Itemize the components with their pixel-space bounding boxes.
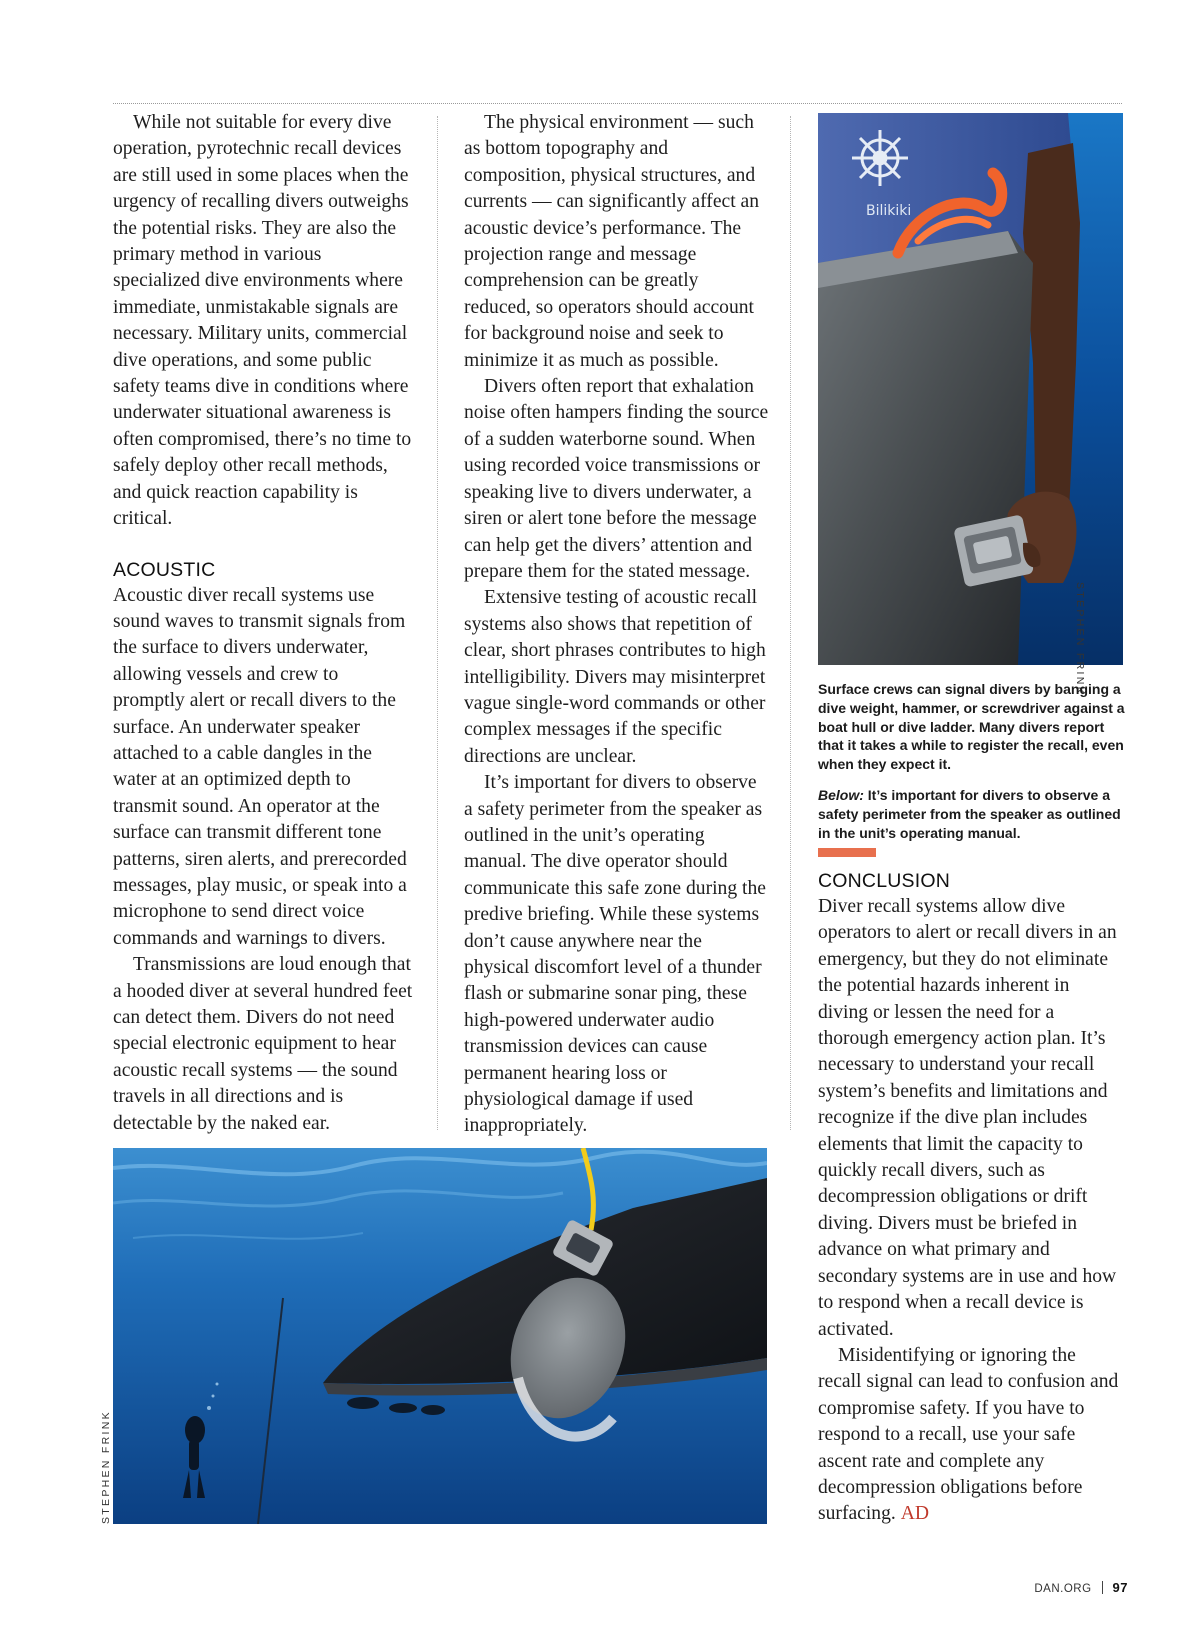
article-column-1	[113, 110, 413, 1137]
conclusion-paragraph-2	[818, 1343, 1123, 1528]
section-heading-conclusion: CONCLUSION	[818, 870, 951, 892]
shirt-logo-text: Bilikiki	[866, 203, 912, 219]
testing-paragraph: Extensive testing of acoustic recall systems also shows that repetition of clear, short phrases contributes to high intelligibility. Divers may misinterpret vague single-word commands or other complex messages if the specific directions are unclear.	[464, 587, 766, 767]
article-column-2	[464, 110, 770, 1140]
article-column-3	[818, 868, 1123, 1528]
exhalation-paragraph: Divers often report that exhalation noise often hampers finding the source of a sudden waterborne sound. When using recorded voice transmissions or speaking live to divers underwater, a siren or alert tone before the message can help get the divers’ attention and prepare them for the stated message.	[464, 376, 769, 582]
acoustic-paragraph-2: Transmissions are loud enough that a hooded diver at several hundred feet can detect them. Divers do not need special electronic equipment to hear acoustic recall systems — the sound travels in all directions and is detectable by the naked ear.	[113, 954, 413, 1134]
page-footer	[1034, 1580, 1128, 1595]
photo-credit-top-right: STEPHEN FRINK	[1074, 582, 1086, 696]
perimeter-paragraph: It’s important for divers to observe a safety perimeter from the speaker as outlined in the unit’s operating manual. The dive operator should communicate this safe zone during the predive briefing. While these systems don’t cause anywhere near the physical discomfort level of a thunder flash or submarine sonar ping, these high-powered underwater audio transmission devices can cause permanent hearing loss or physiological damage if used inappropriately.	[464, 772, 766, 1137]
column-divider-1	[437, 116, 438, 1130]
photo-credit-bottom-left: STEPHEN FRINK	[100, 1410, 112, 1524]
end-mark: AD	[900, 1503, 930, 1525]
intro-paragraph: While not suitable for every dive operation, pyrotechnic recall devices are still used in some places when the urgency of recalling divers outweighs the potential risks. They are also the primary method in various specialized dive environments where immediate, unmistakable signals are necessary. Military units, commercial dive operations, and some public safety teams dive in conditions where underwater situational awareness is often compromised, there’s no time to safely deploy other recall methods, and quick reaction capability is critical.	[113, 112, 412, 530]
conclusion-paragraph-1: Diver recall systems allow dive operators to alert or recall divers in an emergency, but they do not eliminate the potential hazards inherent in diving or lessen the need for a thorough emergency action plan. It’s necessary to understand your recall system’s benefits and limitations and recognize if the dive plan includes elements that limit the capacity to quickly recall divers, such as decompression obligations or drift diving. Divers must be briefed in advance on what primary and secondary systems are in use and how to respond when a recall device is activated.	[818, 896, 1117, 1340]
caption-main-text: Surface crews can signal divers by banging a dive weight, hammer, or screwdriver against a boat hull or dive ladder. Many divers report that it takes a while to register the recall, even when they expect it.	[818, 681, 1125, 773]
photo-underwater-speaker	[113, 1148, 767, 1524]
footer-site: DAN.ORG	[1034, 1583, 1092, 1595]
caption-below-text: It’s important for divers to observe a safety perimeter from the speaker as outlined in the unit’s operating manual.	[818, 787, 1121, 841]
photo-caption-below	[818, 786, 1128, 842]
environment-paragraph: The physical environment — such as bottom topography and composition, physical structures, and currents — can significantly affect an acoustic device’s performance. The projection range and message comprehension can be greatly reduced, so operators should account for background noise and seek to minimize it as much as possible.	[464, 112, 760, 371]
photo-caption-main	[818, 680, 1128, 774]
caption-below-label: Below:	[818, 787, 864, 803]
column-divider-2	[790, 116, 791, 1130]
footer-separator	[1102, 1581, 1103, 1594]
page-number: 97	[1112, 1580, 1128, 1595]
conclusion-paragraph-2-text: Misidentifying or ignoring the recall signal can lead to confusion and compromise safety. If you have to respond to a recall, use your safe ascent rate and complete any decompression obligations before surfacing.	[818, 1344, 1119, 1525]
section-heading-acoustic: ACOUSTIC	[113, 558, 216, 581]
top-dotted-rule	[113, 103, 1122, 104]
accent-bar	[818, 848, 876, 857]
acoustic-paragraph-1: Acoustic diver recall systems use sound waves to transmit signals from the surface to divers underwater, allowing vessels and crew to promptly alert or recall divers to the surface. An underwater speaker attached to a cable dangles in the water at an optimized depth to transmit sound. An operator at the surface can transmit different tone patterns, siren alerts, and prerecorded messages, play music, or speak into a microphone to send direct voice commands and warnings to divers.	[113, 584, 407, 949]
